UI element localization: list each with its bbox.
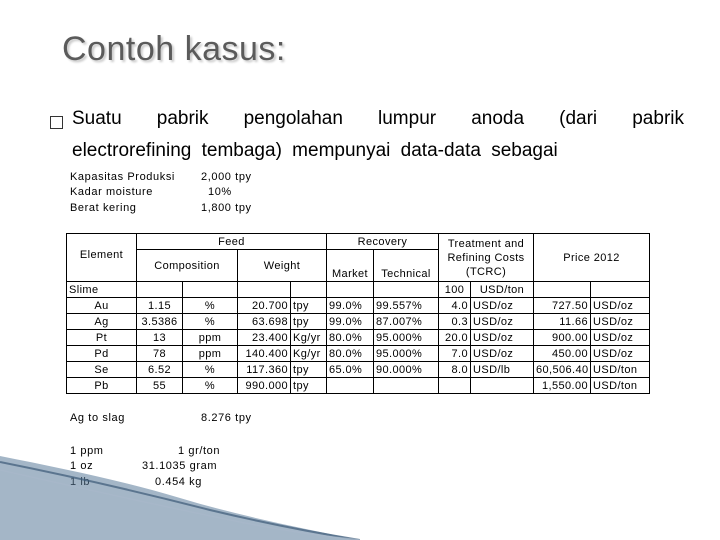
cell-trc <box>439 378 471 394</box>
cell-trc-unit: USD/oz <box>471 314 534 330</box>
cell-element: Au <box>67 298 137 314</box>
cell-composition-unit: % <box>183 378 238 394</box>
header-composition: Composition <box>137 250 238 282</box>
group-label-slime: Slime <box>67 282 137 298</box>
cell-technical: 99.557% <box>374 298 439 314</box>
cell-element: Pd <box>67 346 137 362</box>
cell-weight-unit: tpy <box>291 362 327 378</box>
cell-weight: 117.360 <box>238 362 291 378</box>
cell-element: Ag <box>67 314 137 330</box>
cell-composition: 78 <box>137 346 183 362</box>
cell-composition: 6.52 <box>137 362 183 378</box>
param-label-capacity: Kapasitas Produksi <box>70 171 175 183</box>
cell-trc-unit: USD/lb <box>471 362 534 378</box>
conversion-value-lb: 0.454 kg <box>155 476 203 488</box>
trc-top-value: 100 <box>439 282 471 298</box>
table-row <box>67 362 650 378</box>
cell-composition-unit: % <box>183 298 238 314</box>
header-feed: Feed <box>137 234 327 250</box>
cell-price: 60,506.40 <box>534 362 591 378</box>
cell-weight-unit: Kg/yr <box>291 330 327 346</box>
cell-price: 1,550.00 <box>534 378 591 394</box>
cell-weight: 23.400 <box>238 330 291 346</box>
cell-weight-unit: Kg/yr <box>291 346 327 362</box>
bullet-text-line-1: Suatu pabrik pengolahan lumpur anoda (dari pabrik <box>72 108 684 129</box>
cell-composition: 3.5386 <box>137 314 183 330</box>
cell-trc: 4.0 <box>439 298 471 314</box>
cell-price: 900.00 <box>534 330 591 346</box>
cell-weight-unit: tpy <box>291 378 327 394</box>
cell-price-unit: USD/ton <box>591 378 650 394</box>
cell-weight-unit: tpy <box>291 298 327 314</box>
cell-composition-unit: % <box>183 362 238 378</box>
param-value-dry-weight: 1,800 tpy <box>201 202 252 214</box>
conversion-unit-oz: 1 oz <box>70 460 94 472</box>
cell-technical: 87.007% <box>374 314 439 330</box>
table-row <box>67 330 650 346</box>
cell-element: Pb <box>67 378 137 394</box>
cell-price: 11.66 <box>534 314 591 330</box>
header-recovery: Recovery <box>327 234 439 250</box>
page-title: Contoh kasus: <box>62 30 286 68</box>
table-row <box>67 298 650 314</box>
header-technical: Technical <box>374 250 439 282</box>
cell-trc: 8.0 <box>439 362 471 378</box>
conversion-value-ppm: 1 gr/ton <box>178 445 221 457</box>
header-element: Element <box>67 234 137 282</box>
cell-technical: 95.000% <box>374 330 439 346</box>
cell-price: 450.00 <box>534 346 591 362</box>
cell-composition-unit: % <box>183 314 238 330</box>
cell-market: 99.0% <box>327 314 374 330</box>
header-weight: Weight <box>238 250 327 282</box>
cell-technical: 95.000% <box>374 346 439 362</box>
cell-trc-unit: USD/oz <box>471 298 534 314</box>
cell-weight-unit: tpy <box>291 314 327 330</box>
cell-market <box>327 378 374 394</box>
conversion-value-oz: 31.1035 gram <box>142 460 218 472</box>
cell-price-unit: USD/oz <box>591 314 650 330</box>
table-row <box>67 378 650 394</box>
cell-weight: 140.400 <box>238 346 291 362</box>
bullet-text-line-2: electrorefining tembaga) mempunyai data-data sebagai <box>72 140 558 161</box>
table-row <box>67 346 650 362</box>
cell-price-unit: USD/oz <box>591 330 650 346</box>
cell-weight: 63.698 <box>238 314 291 330</box>
header-price: Price 2012 <box>534 234 650 282</box>
conversion-unit-ppm: 1 ppm <box>70 445 104 457</box>
cell-weight: 990.000 <box>238 378 291 394</box>
cell-trc: 20.0 <box>439 330 471 346</box>
header-market: Market <box>327 250 374 282</box>
cell-price: 727.50 <box>534 298 591 314</box>
trc-top-unit: USD/ton <box>471 282 534 298</box>
slag-value: 8.276 tpy <box>201 412 252 424</box>
cell-composition-unit: ppm <box>183 330 238 346</box>
cell-price-unit: USD/oz <box>591 346 650 362</box>
cell-market: 80.0% <box>327 330 374 346</box>
cell-market: 80.0% <box>327 346 374 362</box>
cell-weight: 20.700 <box>238 298 291 314</box>
feed-data-table <box>66 233 650 394</box>
param-label-dry-weight: Berat kering <box>70 202 137 214</box>
cell-trc-unit <box>471 378 534 394</box>
table-row <box>67 314 650 330</box>
header-trc: Treatment and Refining Costs (TCRC) <box>439 234 534 282</box>
slag-label: Ag to slag <box>70 412 125 424</box>
param-label-moisture: Kadar moisture <box>70 186 153 198</box>
cell-element: Pt <box>67 330 137 346</box>
cell-trc: 0.3 <box>439 314 471 330</box>
cell-technical: 90.000% <box>374 362 439 378</box>
cell-composition-unit: ppm <box>183 346 238 362</box>
cell-composition: 13 <box>137 330 183 346</box>
decorative-swoosh <box>0 440 360 540</box>
param-value-capacity: 2,000 tpy <box>201 171 252 183</box>
param-value-moisture: 10% <box>208 186 232 198</box>
cell-price-unit: USD/oz <box>591 298 650 314</box>
bullet-checkbox-icon <box>50 116 63 129</box>
cell-composition: 55 <box>137 378 183 394</box>
cell-price-unit: USD/ton <box>591 362 650 378</box>
cell-market: 65.0% <box>327 362 374 378</box>
cell-composition: 1.15 <box>137 298 183 314</box>
cell-technical <box>374 378 439 394</box>
cell-trc-unit: USD/oz <box>471 346 534 362</box>
cell-trc-unit: USD/oz <box>471 330 534 346</box>
cell-market: 99.0% <box>327 298 374 314</box>
cell-element: Se <box>67 362 137 378</box>
cell-trc: 7.0 <box>439 346 471 362</box>
